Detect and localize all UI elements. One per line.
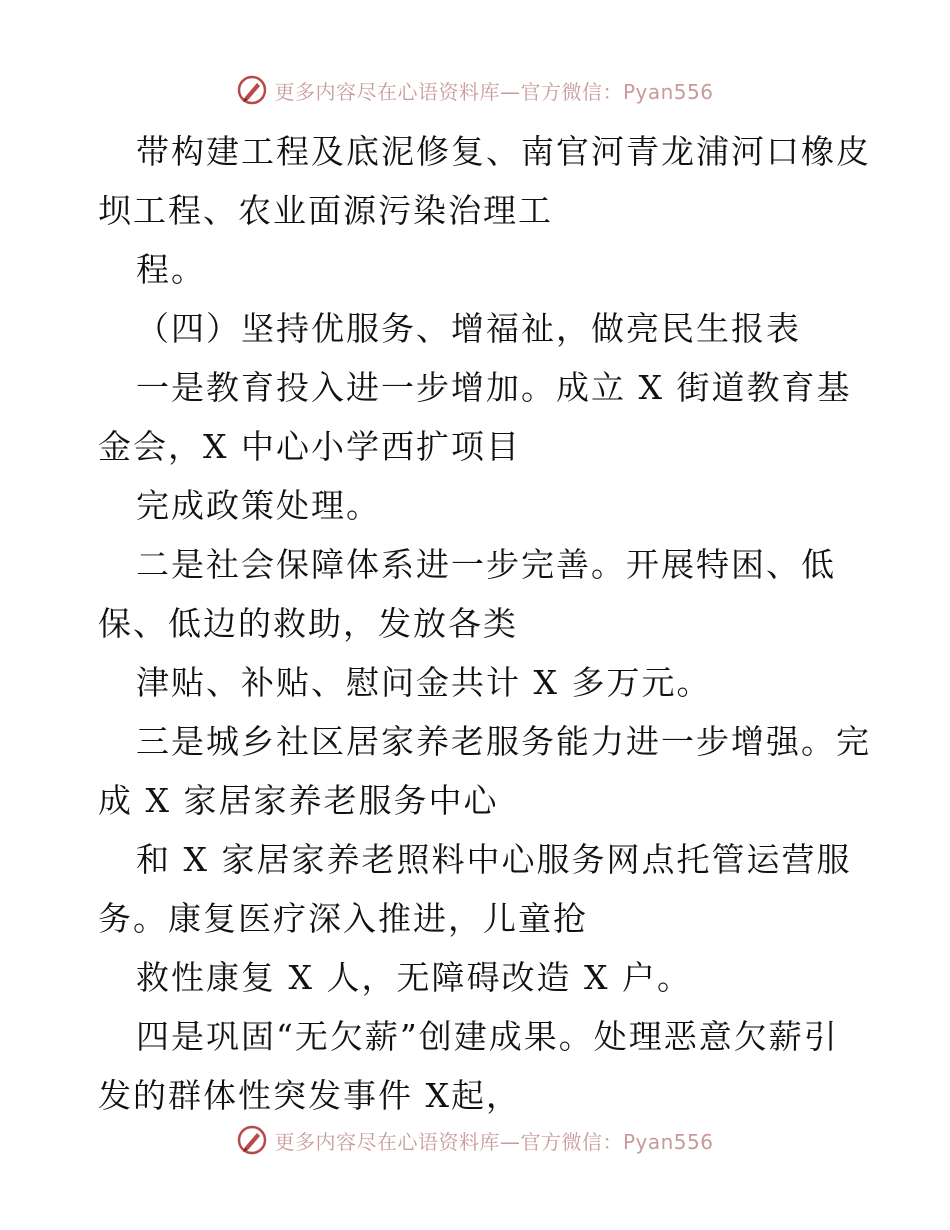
- text-line: 保、低边的救助，发放各类: [98, 604, 518, 643]
- text-line: 务。康复医疗深入推进，儿童抢: [98, 899, 588, 938]
- footer-watermark: [0, 1120, 950, 1160]
- document-body: [98, 122, 871, 1125]
- text-line: 和 X 家居家养老照料中心服务网点托管运营服: [136, 840, 852, 879]
- text-line: 四是巩固“无欠薪”创建成果。处理恶意欠薪引: [136, 1017, 839, 1056]
- header-banner-text: 更多内容尽在心语资料库—官方微信：Pyan556: [274, 79, 714, 104]
- text-line: 程。: [136, 250, 206, 289]
- text-line: 一是教育投入进一步增加。成立 X 街道教育基: [136, 368, 852, 407]
- header-watermark: [0, 70, 950, 110]
- footer-banner-text: 更多内容尽在心语资料库—官方微信：Pyan556: [274, 1129, 714, 1154]
- pen-logo-icon: [236, 1124, 268, 1156]
- text-line: 救性康复 X 人，无障碍改造 X 户。: [136, 958, 692, 997]
- text-line: 二是社会保障体系进一步完善。开展特困、低: [136, 545, 836, 584]
- text-line: 金会，X 中心小学西扩项目: [98, 427, 521, 466]
- text-line: 发的群体性突发事件 X起，: [98, 1076, 521, 1115]
- text-line: 三是城乡社区居家养老服务能力进一步增强。完: [136, 722, 871, 761]
- text-line: 成 X 家居家养老服务中心: [98, 781, 499, 820]
- text-line: 完成政策处理。: [136, 486, 381, 525]
- section-heading: （四）坚持优服务、增福祉，做亮民生报表: [136, 309, 801, 348]
- pen-logo-icon: [236, 74, 268, 106]
- text-line: 带构建工程及底泥修复、南官河青龙浦河口橡皮: [136, 132, 871, 171]
- text-line: 津贴、补贴、慰问金共计 X 多万元。: [136, 663, 712, 702]
- text-line: 坝工程、农业面源污染治理工: [98, 191, 553, 230]
